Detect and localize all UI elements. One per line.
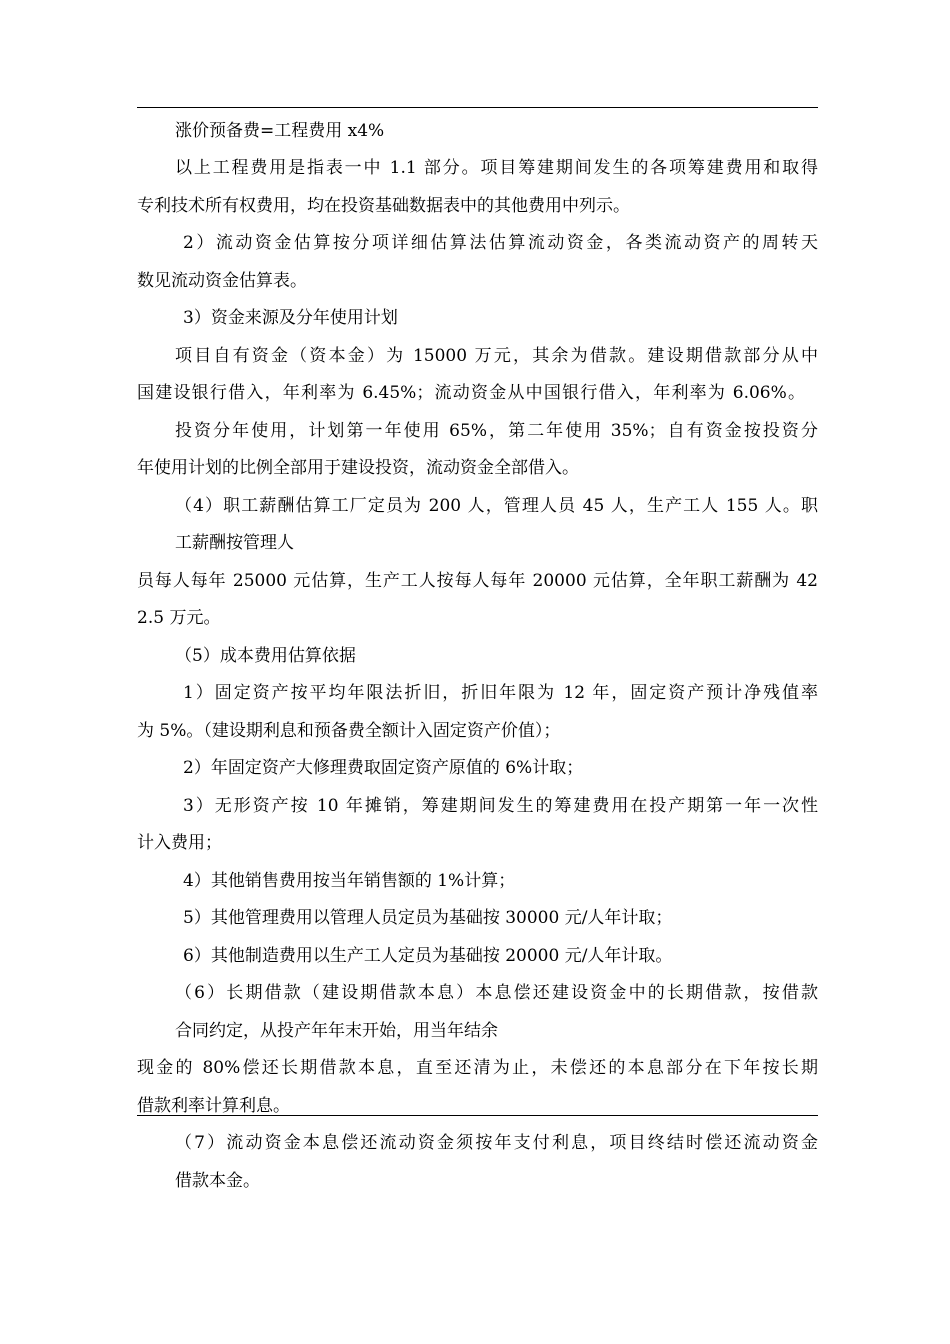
text-line: 6）其他制造费用以生产工人定员为基础按 20000 元/人年计取。	[183, 946, 673, 966]
text-line: 为 5%。（建设期利息和预备费全额计入固定资产价值）；	[137, 721, 561, 741]
text-line: 1）固定资产按平均年限法折旧，折旧年限为 12 年，固定资产预计净残值率	[183, 683, 818, 703]
text-line: 以上工程费用是指表一中 1.1 部分。项目筹建期间发生的各项筹建费用和取得	[175, 158, 818, 178]
text-line: 2）流动资金估算按分项详细估算法估算流动资金，各类流动资产的周转天	[183, 233, 818, 253]
text-line: 计入费用；	[137, 833, 222, 853]
top-rule	[137, 107, 818, 108]
text-line: （5）成本费用估算依据	[175, 646, 356, 666]
text-line: 现金的 80%偿还长期借款本息，直至还清为止，未偿还的本息部分在下年按长期	[137, 1058, 818, 1078]
text-line: 合同约定，从投产年年末开始，用当年结余	[175, 1021, 498, 1041]
text-line: （6）长期借款（建设期借款本息）本息偿还建设资金中的长期借款，按借款	[175, 983, 818, 1003]
text-line: 2）年固定资产大修理费取固定资产原值的 6%计取；	[183, 758, 584, 778]
text-line: 工薪酬按管理人	[175, 533, 294, 553]
text-line: （4）职工薪酬估算工厂定员为 200 人，管理人员 45 人，生产工人 155 人。职	[175, 496, 818, 516]
text-line: 专利技术所有权费用，均在投资基础数据表中的其他费用中列示。	[137, 196, 630, 216]
text-line: 国建设银行借入，年利率为 6.45%；流动资金从中国银行借入，年利率为 6.06%。	[137, 383, 805, 403]
text-line: 数见流动资金估算表。	[137, 271, 307, 291]
text-line: 4）其他销售费用按当年销售额的 1%计算；	[183, 871, 516, 891]
text-line: 项目自有资金（资本金）为 15000 万元，其余为借款。建设期借款部分从中	[175, 346, 818, 366]
text-line: 年使用计划的比例全部用于建设投资，流动资金全部借入。	[137, 458, 579, 478]
text-line: 借款本金。	[175, 1171, 260, 1191]
text-line: 5）其他管理费用以管理人员定员为基础按 30000 元/人年计取；	[183, 908, 673, 928]
text-line: 投资分年使用，计划第一年使用 65%，第二年使用 35%；自有资金按投资分	[175, 421, 818, 441]
text-line: 涨价预备费=工程费用 x4%	[175, 121, 385, 141]
text-line: 员每人每年 25000 元估算，生产工人按每人每年 20000 元估算，全年职工薪酬为 42	[137, 571, 818, 591]
text-line: 3）资金来源及分年使用计划	[183, 308, 398, 328]
text-line: 2.5 万元。	[137, 608, 221, 628]
text-line: 3）无形资产按 10 年摊销，筹建期间发生的筹建费用在投产期第一年一次性	[183, 796, 818, 816]
text-line: 借款利率计算利息。	[137, 1096, 290, 1116]
text-line: （7）流动资金本息偿还流动资金须按年支付利息，项目终结时偿还流动资金	[175, 1133, 818, 1153]
